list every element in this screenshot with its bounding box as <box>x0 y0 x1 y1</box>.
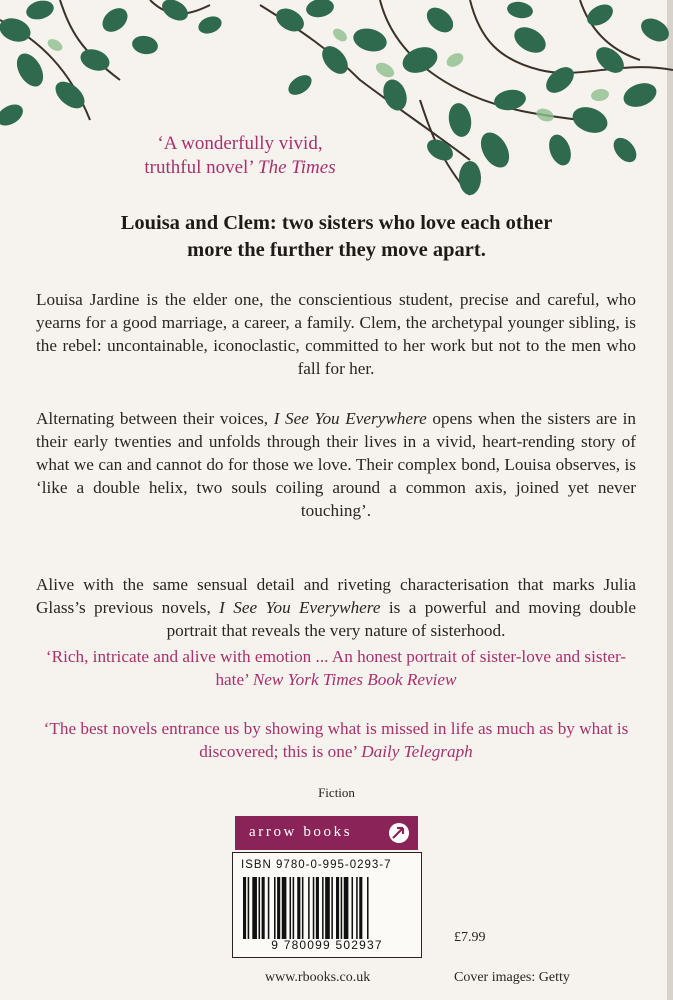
barcode-stripe <box>308 877 310 939</box>
barcode-box <box>232 852 422 958</box>
para3-before: Alive with the same sensual detail and riveting characterisation that marks Julia Glass’s previous novels, <box>36 575 636 617</box>
barcode-stripe <box>268 877 270 939</box>
barcode-stripe <box>243 877 246 939</box>
publisher-banner <box>235 816 418 850</box>
barcode-stripe <box>293 877 295 939</box>
barcode-stripe <box>341 877 343 939</box>
barcode-stripe <box>297 877 300 939</box>
barcode-stripe <box>367 877 369 939</box>
review1-source: New York Times Book Review <box>252 670 457 689</box>
cover-credits: Cover images: Getty <box>454 970 570 985</box>
para2-before: Alternating between their voices, <box>36 409 269 428</box>
barcode <box>241 877 413 939</box>
para2-book-title: I See You Everywhere <box>273 409 427 428</box>
headline-line2: more the further they move apart. <box>187 239 486 261</box>
isbn-label: ISBN 9780-0-995-0293-7 <box>241 859 392 871</box>
barcode-stripe <box>274 877 276 939</box>
barcode-stripe <box>262 877 265 939</box>
review-quote-2 <box>36 717 636 763</box>
barcode-stripe <box>356 877 358 939</box>
barcode-stripe <box>336 877 339 939</box>
barcode-number: 9 780099 502937 <box>271 938 383 952</box>
barcode-stripe <box>331 877 333 939</box>
barcode-stripe <box>259 877 261 939</box>
barcode-stripe <box>352 877 354 939</box>
barcode-stripe <box>252 877 257 939</box>
price-label: £7.99 <box>454 930 486 945</box>
barcode-stripe <box>248 877 250 939</box>
top-quote-line1: ‘A wonderfully vivid, <box>157 133 323 154</box>
blurb-paragraph-1: Louisa Jardine is the elder one, the conscientious student, precise and careful, who yearns for a good marriage, a career, a family. Clem, the archetypal younger sibling, is the rebel: uncontainable, iconoclastic, committed to her work but not to the men who fall for her. <box>36 290 636 378</box>
publisher-name: arrow books <box>249 824 353 840</box>
barcode-stripe <box>282 877 287 939</box>
blurb-paragraph-2 <box>36 407 636 522</box>
genre-label: Fiction <box>318 785 355 800</box>
para3-book-title: I See You Everywhere <box>219 598 381 617</box>
top-quote-line2 <box>120 156 360 180</box>
book-headline <box>40 210 633 264</box>
review2-text: ‘The best novels entrance us by showing what is missed in life as much as by what is discovered; this is one’ <box>43 719 629 761</box>
review2-source: Daily Telegraph <box>361 742 473 761</box>
top-review-quote <box>120 132 360 180</box>
barcode-stripe <box>325 877 330 939</box>
top-quote-text: truthful novel’ <box>144 157 254 178</box>
barcode-stripe <box>359 877 362 939</box>
top-quote-source: The Times <box>258 157 336 178</box>
barcode-stripe <box>290 877 292 939</box>
barcode-stripe <box>344 877 349 939</box>
blurb-paragraph-3 <box>36 573 636 642</box>
barcode-stripe <box>277 877 280 939</box>
barcode-stripe <box>322 877 324 939</box>
publisher-website: www.rbooks.co.uk <box>265 970 371 985</box>
para3-after: is a powerful and moving double portrait that reveals the very nature of sisterhood. <box>166 598 637 640</box>
barcode-stripe <box>302 877 304 939</box>
headline-line1: Louisa and Clem: two sisters who love each other <box>120 212 553 234</box>
barcode-stripe <box>313 877 315 939</box>
barcode-stripe <box>316 877 319 939</box>
review1-text: ‘Rich, intricate and alive with emotion ... An honest portrait of sister-love and sister-hate’ <box>45 647 627 689</box>
para2-after: opens when the sisters are in their early twenties and unfolds through their lives in a vivid, heart-rending story of what we can and cannot do for those we love. Their complex bond, Louisa observes, is ‘like a double helix, two souls coiling around a common axis, joined yet never touching’. <box>36 409 636 520</box>
review-quote-1 <box>36 645 636 691</box>
arrow-circle-icon <box>388 822 410 844</box>
